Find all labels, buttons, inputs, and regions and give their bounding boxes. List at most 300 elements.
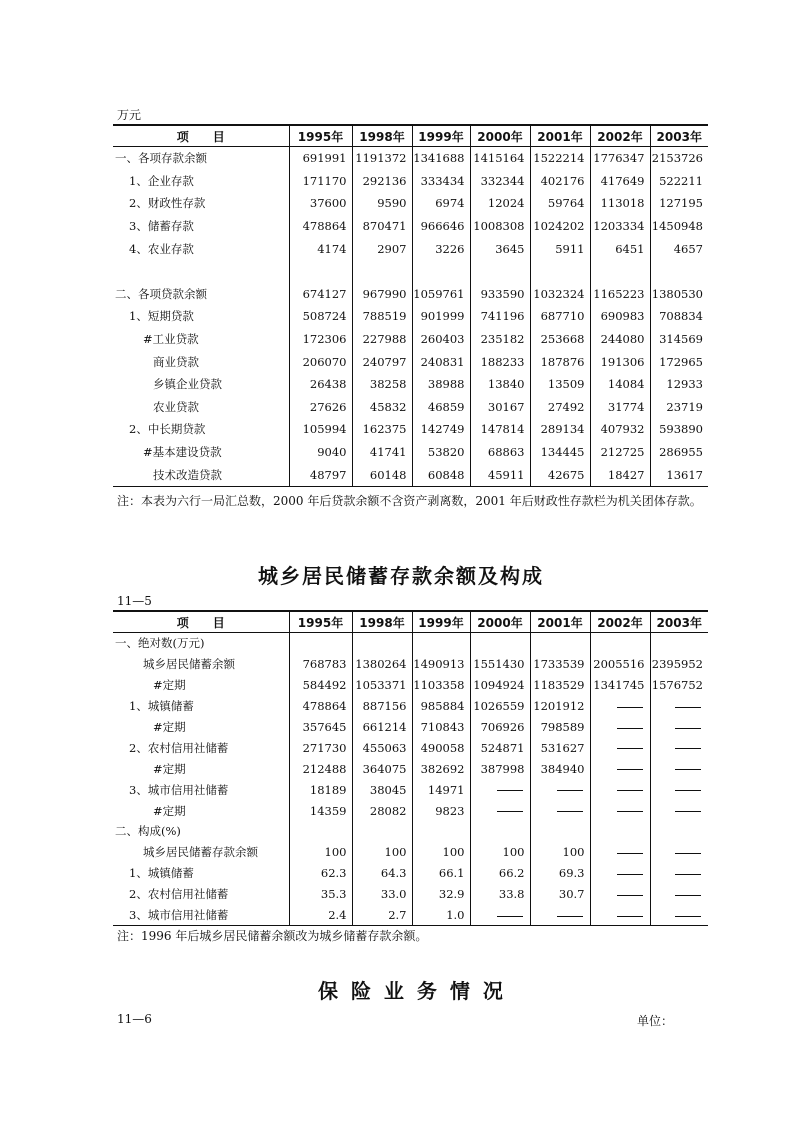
row-label: 乡镇企业贷款	[153, 377, 222, 392]
table-cell	[650, 633, 708, 654]
table-row	[113, 779, 708, 800]
table-cell: 674127	[289, 283, 352, 306]
table-cell: 1576752	[650, 675, 708, 696]
empty-value-dash	[497, 790, 523, 791]
table-cell	[530, 905, 590, 926]
table-cell: 407932	[590, 418, 650, 441]
table-row	[113, 396, 708, 419]
table-row	[113, 215, 708, 238]
table-row	[113, 884, 708, 905]
table-row	[113, 737, 708, 758]
table-cell: 710843	[412, 717, 470, 738]
table-cell: 1059761	[412, 283, 470, 306]
table-row	[113, 283, 708, 306]
table-cell: 45832	[352, 396, 412, 419]
savings-table	[113, 610, 708, 926]
table-cell: 985884	[412, 696, 470, 717]
empty-value-dash	[617, 790, 643, 791]
table2-code: 11—5	[117, 594, 152, 608]
empty-value-dash	[675, 707, 701, 708]
table-row	[113, 350, 708, 373]
row-label: 3、储蓄存款	[129, 219, 194, 234]
table-cell: 171170	[289, 170, 352, 193]
table-cell: 227988	[352, 328, 412, 351]
row-label: 农业贷款	[153, 399, 199, 414]
table-cell	[470, 779, 530, 800]
table-row	[113, 863, 708, 884]
table-cell: 478864	[289, 696, 352, 717]
row-label: #定期	[153, 678, 186, 693]
table-cell: 33.8	[470, 884, 530, 905]
table-cell	[590, 717, 650, 738]
row-label: 城乡居民储蓄余额	[143, 657, 235, 672]
table-cell: 240797	[352, 350, 412, 373]
table-cell: 417649	[590, 170, 650, 193]
row-label: 技术改造贷款	[153, 467, 222, 482]
table-cell: 1341688	[412, 147, 470, 170]
table-cell: 27492	[530, 396, 590, 419]
table-cell: 12933	[650, 373, 708, 396]
table-cell: 240831	[412, 350, 470, 373]
table-cell: 455063	[352, 737, 412, 758]
row-label: 1、城镇储蓄	[129, 866, 194, 881]
table-cell: 271730	[289, 737, 352, 758]
table-cell: 66.1	[412, 863, 470, 884]
table-cell: 966646	[412, 215, 470, 238]
table-cell: 113018	[590, 192, 650, 215]
table-cell	[470, 260, 530, 283]
table-cell: 1.0	[412, 905, 470, 926]
table-cell	[470, 633, 530, 654]
table-cell: 206070	[289, 350, 352, 373]
table-cell	[352, 633, 412, 654]
table-cell: 127195	[650, 192, 708, 215]
empty-value-dash	[497, 811, 523, 812]
table-cell	[352, 260, 412, 283]
table-cell	[590, 884, 650, 905]
empty-value-dash	[675, 769, 701, 770]
table-row	[113, 821, 708, 842]
table-cell: 4174	[289, 237, 352, 260]
row-label: 3、城市信用社储蓄	[129, 782, 229, 797]
empty-value-dash	[617, 728, 643, 729]
empty-value-dash	[617, 769, 643, 770]
table-cell	[590, 821, 650, 842]
table-cell: 1415164	[470, 147, 530, 170]
row-label: 2、中长期贷款	[129, 422, 206, 437]
table-cell: 30167	[470, 396, 530, 419]
row-label: 一、绝对数(万元)	[115, 636, 205, 651]
table-cell: 147814	[470, 418, 530, 441]
table-cell: 933590	[470, 283, 530, 306]
empty-value-dash	[617, 916, 643, 917]
column-header-year: 1998年	[352, 125, 412, 147]
table-cell	[650, 821, 708, 842]
empty-value-dash	[497, 916, 523, 917]
row-label: 2、农村信用社储蓄	[129, 887, 229, 902]
table-cell: 1380530	[650, 283, 708, 306]
table-cell	[470, 905, 530, 926]
table-cell: 13617	[650, 463, 708, 486]
table-cell: 1733539	[530, 654, 590, 675]
table-cell: 9823	[412, 800, 470, 821]
table-cell: 212488	[289, 758, 352, 779]
column-header-year: 1999年	[412, 125, 470, 147]
table-cell: 3645	[470, 237, 530, 260]
table-cell: 187876	[530, 350, 590, 373]
table-cell	[590, 842, 650, 863]
row-label: 1、城镇储蓄	[129, 699, 194, 714]
table-cell: 593890	[650, 418, 708, 441]
table-cell: 402176	[530, 170, 590, 193]
column-header-year: 2001年	[530, 611, 590, 633]
table-cell: 522211	[650, 170, 708, 193]
table-cell: 1380264	[352, 654, 412, 675]
table-cell	[650, 905, 708, 926]
table-row	[113, 696, 708, 717]
table-cell	[590, 737, 650, 758]
empty-value-dash	[617, 895, 643, 896]
table-cell	[289, 260, 352, 283]
table-cell: 478864	[289, 215, 352, 238]
table-cell: 59764	[530, 192, 590, 215]
table-cell: 31774	[590, 396, 650, 419]
table-cell: 48797	[289, 463, 352, 486]
table-cell: 6451	[590, 237, 650, 260]
table-row	[113, 192, 708, 215]
table-cell: 1165223	[590, 283, 650, 306]
column-header-year: 1999年	[412, 611, 470, 633]
table-cell: 788519	[352, 305, 412, 328]
row-label: #定期	[153, 761, 186, 776]
table-row	[113, 842, 708, 863]
table-row	[113, 441, 708, 464]
table-cell	[650, 758, 708, 779]
table-cell: 100	[530, 842, 590, 863]
row-label: 1、企业存款	[129, 173, 194, 188]
table-cell: 1490913	[412, 654, 470, 675]
table-cell	[590, 800, 650, 821]
table-cell: 69.3	[530, 863, 590, 884]
table-cell: 260403	[412, 328, 470, 351]
table-cell	[590, 633, 650, 654]
empty-value-dash	[675, 874, 701, 875]
table-cell	[590, 779, 650, 800]
table-cell: 524871	[470, 737, 530, 758]
row-label	[113, 260, 289, 283]
table-cell: 18427	[590, 463, 650, 486]
table-cell: 13509	[530, 373, 590, 396]
table-cell: 162375	[352, 418, 412, 441]
table-row	[113, 373, 708, 396]
table-cell: 1341745	[590, 675, 650, 696]
table-cell: 14971	[412, 779, 470, 800]
column-header-year: 1995年	[289, 125, 352, 147]
table-cell	[650, 779, 708, 800]
table-cell: 332344	[470, 170, 530, 193]
table-cell: 1450948	[650, 215, 708, 238]
table-cell	[530, 779, 590, 800]
table-cell: 1026559	[470, 696, 530, 717]
table-row	[113, 260, 708, 283]
table-cell	[650, 800, 708, 821]
table-cell: 706926	[470, 717, 530, 738]
empty-value-dash	[617, 853, 643, 854]
table-cell: 1191372	[352, 147, 412, 170]
table-cell: 289134	[530, 418, 590, 441]
table-row	[113, 654, 708, 675]
table-cell: 46859	[412, 396, 470, 419]
table-cell	[650, 884, 708, 905]
table-cell: 364075	[352, 758, 412, 779]
table-cell: 1103358	[412, 675, 470, 696]
table-cell: 100	[470, 842, 530, 863]
table-cell	[650, 842, 708, 863]
table-cell: 1522214	[530, 147, 590, 170]
table-cell	[650, 696, 708, 717]
empty-value-dash	[617, 811, 643, 812]
table-cell: 33.0	[352, 884, 412, 905]
table-row	[113, 905, 708, 926]
table-cell: 768783	[289, 654, 352, 675]
empty-value-dash	[617, 707, 643, 708]
table-row	[113, 305, 708, 328]
empty-value-dash	[557, 790, 583, 791]
row-label: 二、各项贷款余额	[115, 286, 207, 301]
table2-title: 城乡居民储蓄存款余额及构成	[258, 564, 544, 588]
table-cell: 741196	[470, 305, 530, 328]
table-cell	[470, 821, 530, 842]
table1-note: 注：本表为六行一局汇总数，2000 年后贷款余额不含资产剥离数，2001 年后财政性存款栏为机关团体存款。	[117, 494, 702, 508]
column-header-item: 项 目	[113, 125, 289, 147]
table-cell: 687710	[530, 305, 590, 328]
table-row	[113, 758, 708, 779]
table-cell: 38258	[352, 373, 412, 396]
column-header-year: 2002年	[590, 125, 650, 147]
table-row	[113, 675, 708, 696]
table-cell: 2395952	[650, 654, 708, 675]
table-cell: 691991	[289, 147, 352, 170]
table-cell: 384940	[530, 758, 590, 779]
empty-value-dash	[675, 853, 701, 854]
table-cell: 1776347	[590, 147, 650, 170]
table-cell: 212725	[590, 441, 650, 464]
empty-value-dash	[675, 895, 701, 896]
table-cell: 188233	[470, 350, 530, 373]
table-cell: 2.7	[352, 905, 412, 926]
table-cell: 2.4	[289, 905, 352, 926]
table1-unit: 万元	[117, 108, 142, 122]
table-cell	[650, 717, 708, 738]
table-cell	[530, 821, 590, 842]
table-cell	[650, 260, 708, 283]
table-cell: 235182	[470, 328, 530, 351]
table-cell	[412, 633, 470, 654]
table-cell: 68863	[470, 441, 530, 464]
table-cell	[590, 696, 650, 717]
table-cell: 490058	[412, 737, 470, 758]
table-cell: 314569	[650, 328, 708, 351]
table-cell: 30.7	[530, 884, 590, 905]
table-header-row	[113, 611, 708, 633]
empty-value-dash	[617, 748, 643, 749]
table-cell: 244080	[590, 328, 650, 351]
table-cell: 105994	[289, 418, 352, 441]
table-cell: 1551430	[470, 654, 530, 675]
empty-value-dash	[557, 811, 583, 812]
table-cell: 333434	[412, 170, 470, 193]
table-cell: 100	[289, 842, 352, 863]
table-cell: 6974	[412, 192, 470, 215]
table-cell: 1203334	[590, 215, 650, 238]
section3-code: 11—6	[117, 1012, 152, 1026]
row-label: 二、构成(%)	[115, 824, 181, 839]
table-cell: 172965	[650, 350, 708, 373]
table-cell: 38988	[412, 373, 470, 396]
column-header-year: 2003年	[650, 125, 708, 147]
table-cell: 66.2	[470, 863, 530, 884]
row-label: 4、农业存款	[129, 241, 194, 256]
table-cell: 32.9	[412, 884, 470, 905]
table-cell: 2153726	[650, 147, 708, 170]
table-cell: 53820	[412, 441, 470, 464]
table-cell: 42675	[530, 463, 590, 486]
empty-value-dash	[675, 811, 701, 812]
table-header-row	[113, 125, 708, 147]
table-cell: 13840	[470, 373, 530, 396]
table-cell: 3226	[412, 237, 470, 260]
table-cell	[289, 821, 352, 842]
row-label: 2、财政性存款	[129, 196, 206, 211]
table-cell: 798589	[530, 717, 590, 738]
row-label: 商业贷款	[153, 354, 199, 369]
table-cell	[289, 633, 352, 654]
table-cell	[590, 260, 650, 283]
table-cell	[590, 758, 650, 779]
table-row	[113, 170, 708, 193]
table-cell: 100	[412, 842, 470, 863]
table-cell	[590, 863, 650, 884]
table-cell: 23719	[650, 396, 708, 419]
column-header-year: 2000年	[470, 611, 530, 633]
table-cell: 64.3	[352, 863, 412, 884]
table-cell: 1032324	[530, 283, 590, 306]
table-cell: 60848	[412, 463, 470, 486]
table-cell: 508724	[289, 305, 352, 328]
table-cell: 967990	[352, 283, 412, 306]
column-header-year: 2001年	[530, 125, 590, 147]
table-cell: 286955	[650, 441, 708, 464]
table-cell: 382692	[412, 758, 470, 779]
table-cell	[530, 633, 590, 654]
table-row	[113, 237, 708, 260]
table-cell: 9040	[289, 441, 352, 464]
table-cell: 708834	[650, 305, 708, 328]
table-row	[113, 328, 708, 351]
table-cell: 142749	[412, 418, 470, 441]
table-cell: 45911	[470, 463, 530, 486]
column-header-year: 2003年	[650, 611, 708, 633]
table-cell: 584492	[289, 675, 352, 696]
column-header-year: 2000年	[470, 125, 530, 147]
table-cell: 292136	[352, 170, 412, 193]
table-cell: 2005516	[590, 654, 650, 675]
table-cell: 1201912	[530, 696, 590, 717]
row-label: 1、短期贷款	[129, 309, 194, 324]
table-cell: 37600	[289, 192, 352, 215]
empty-value-dash	[675, 790, 701, 791]
empty-value-dash	[617, 874, 643, 875]
row-label: #定期	[153, 803, 186, 818]
column-header-year: 2002年	[590, 611, 650, 633]
empty-value-dash	[675, 748, 701, 749]
table-cell	[530, 260, 590, 283]
empty-value-dash	[675, 728, 701, 729]
table-cell: 1094924	[470, 675, 530, 696]
row-label: 2、农村信用社储蓄	[129, 740, 229, 755]
table-cell: 18189	[289, 779, 352, 800]
row-label: #工业贷款	[143, 332, 199, 347]
table-cell: 60148	[352, 463, 412, 486]
deposit-loan-table	[113, 124, 708, 487]
table-row	[113, 800, 708, 821]
table-cell: 35.3	[289, 884, 352, 905]
table-cell: 41741	[352, 441, 412, 464]
column-header-year: 1998年	[352, 611, 412, 633]
table-cell: 100	[352, 842, 412, 863]
table-cell: 1024202	[530, 215, 590, 238]
table-cell	[530, 800, 590, 821]
table-cell: 27626	[289, 396, 352, 419]
table2-note: 注：1996 年后城乡居民储蓄余额改为城乡储蓄存款余额。	[117, 929, 428, 943]
table-cell: 62.3	[289, 863, 352, 884]
table-cell: 253668	[530, 328, 590, 351]
table-cell	[650, 863, 708, 884]
table-cell: 38045	[352, 779, 412, 800]
row-label: #基本建设贷款	[143, 445, 222, 460]
empty-value-dash	[675, 916, 701, 917]
column-header-item: 项 目	[113, 611, 289, 633]
table-cell	[590, 905, 650, 926]
row-label: 一、各项存款余额	[115, 151, 207, 166]
table-cell: 134445	[530, 441, 590, 464]
table-cell	[650, 737, 708, 758]
table-cell: 14084	[590, 373, 650, 396]
table-cell: 1053371	[352, 675, 412, 696]
row-label: #定期	[153, 720, 186, 734]
table-cell: 12024	[470, 192, 530, 215]
table-cell: 870471	[352, 215, 412, 238]
table-cell: 531627	[530, 737, 590, 758]
table-cell: 172306	[289, 328, 352, 351]
table-cell: 1183529	[530, 675, 590, 696]
table-cell: 28082	[352, 800, 412, 821]
section3-title: 保 险 业 务 情 况	[318, 979, 506, 1003]
table-row	[113, 418, 708, 441]
empty-value-dash	[557, 916, 583, 917]
table-cell: 690983	[590, 305, 650, 328]
table-cell	[470, 800, 530, 821]
table-row	[113, 633, 708, 654]
table-cell	[412, 260, 470, 283]
table-cell: 2907	[352, 237, 412, 260]
table-cell: 26438	[289, 373, 352, 396]
table-cell: 901999	[412, 305, 470, 328]
table-cell: 661214	[352, 717, 412, 738]
table-cell: 1008308	[470, 215, 530, 238]
table-cell: 191306	[590, 350, 650, 373]
table-cell: 357645	[289, 717, 352, 738]
